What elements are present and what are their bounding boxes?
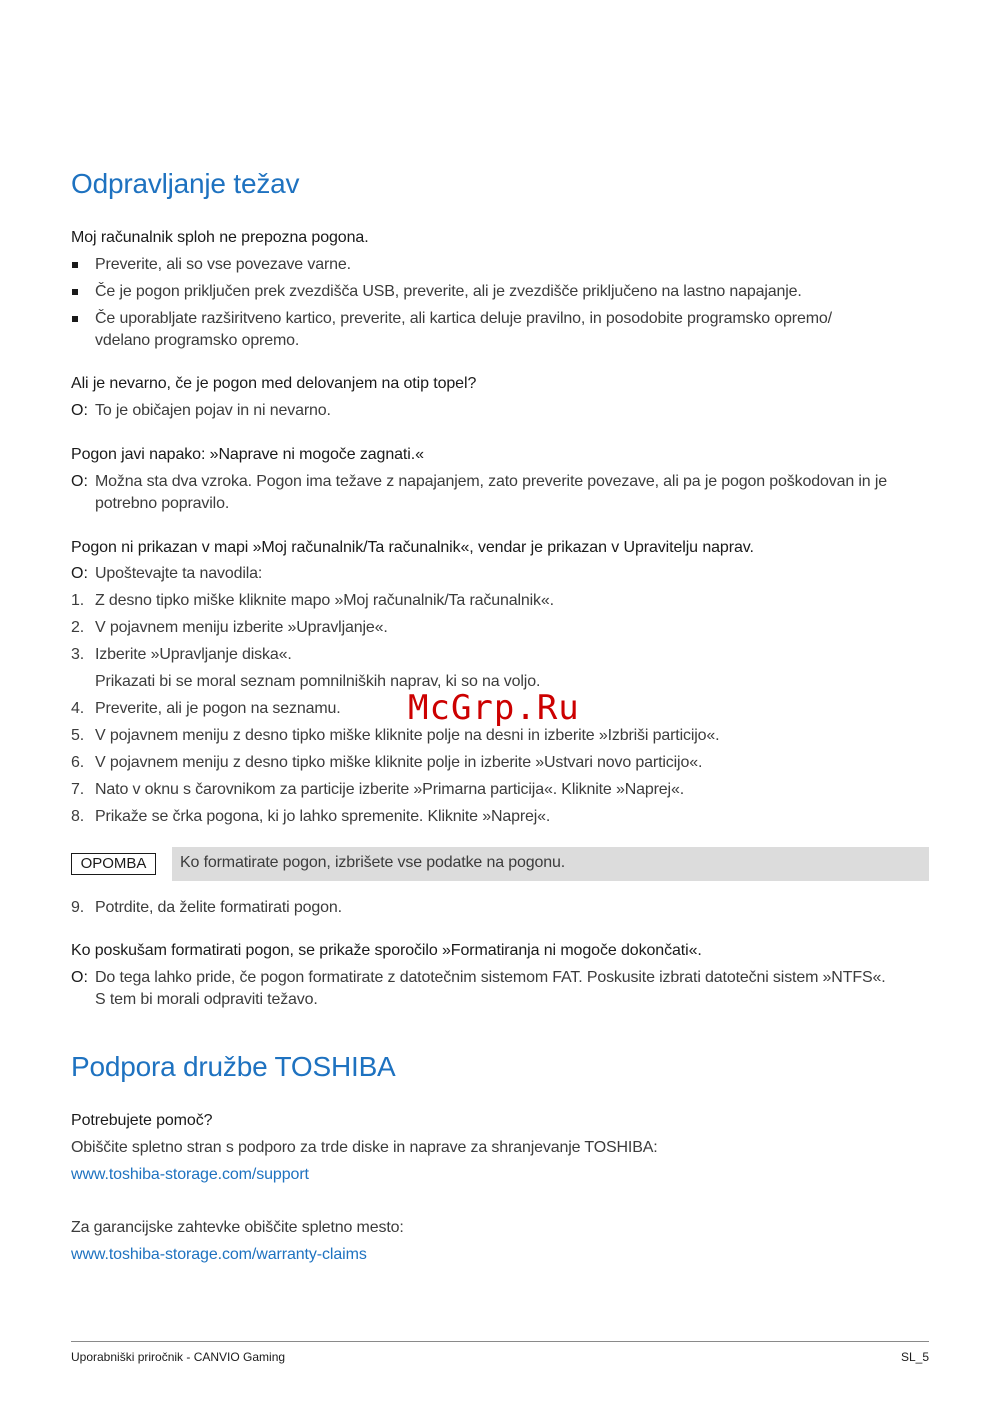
warranty-link[interactable]: www.toshiba-storage.com/warranty-claims (71, 1246, 367, 1263)
step-number: 8. (71, 808, 85, 825)
bullet-icon (72, 289, 78, 295)
step-text: Nato v oknu s čarovnikom za particije izberite »Primarna particija«. Kliknite »Naprej«. (95, 781, 684, 798)
step-text: Z desno tipko miške kliknite mapo »Moj računalnik/Ta računalnik«. (95, 592, 554, 609)
step-text: V pojavnem meniju izberite »Upravljanje«. (95, 619, 388, 636)
step-text: Preverite, ali je pogon na seznamu. (95, 700, 341, 717)
support-subtitle: Potrebujete pomoč? (71, 1112, 213, 1129)
warranty-text: Za garancijske zahtevke obiščite spletno mesto: (71, 1219, 404, 1236)
step-text: Potrdite, da želite formatirati pogon. (95, 899, 342, 916)
answer-marker: O: (71, 565, 88, 582)
step-text: Prikaže se črka pogona, ki jo lahko spremenite. Kliknite »Naprej«. (95, 808, 551, 825)
support-text: Obiščite spletno stran s podporo za trde diske in naprave za shranjevanje TOSHIBA: (71, 1139, 658, 1156)
section-title-support: Podpora družbe TOSHIBA (71, 1051, 396, 1082)
question-3: Pogon javi napako: »Naprave ni mogoče zagnati.« (71, 446, 424, 463)
step-number: 1. (71, 592, 85, 609)
footer-divider (71, 1341, 929, 1342)
answer-5-line2: S tem bi morali odpraviti težavo. (95, 991, 318, 1008)
watermark: McGrp.Ru (408, 688, 580, 728)
step-number: 7. (71, 781, 85, 798)
note-text: Ko formatirate pogon, izbrišete vse podatke na pogonu. (180, 854, 566, 871)
note-label: OPOMBA (71, 853, 156, 875)
answer-3-line2: potrebno popravilo. (95, 495, 230, 512)
step-number: 5. (71, 727, 85, 744)
step-number: 6. (71, 754, 85, 771)
step-number: 3. (71, 646, 85, 663)
section-title-troubleshooting: Odpravljanje težav (71, 168, 300, 199)
step-number: 9. (71, 899, 85, 916)
answer-marker: O: (71, 473, 88, 490)
bullet-item: Če je pogon priključen prek zvezdišča USB, preverite, ali je zvezdišče priključeno na lastno napajanje. (95, 283, 802, 300)
step-number: 2. (71, 619, 85, 636)
answer-4-intro: Upoštevajte ta navodila: (95, 565, 263, 582)
footer-left: Uporabniški priročnik - CANVIO Gaming (71, 1350, 286, 1364)
step-number: 4. (71, 700, 85, 717)
step-text: Izberite »Upravljanje diska«. (95, 646, 292, 663)
footer-page-number: SL_5 (900, 1350, 929, 1364)
question-5: Ko poskušam formatirati pogon, se prikaže sporočilo »Formatiranja ni mogoče dokončati«. (71, 942, 702, 959)
step-text: V pojavnem meniju z desno tipko miške kliknite polje in izberite »Ustvari novo particijo«. (95, 754, 703, 771)
bullet-item: Če uporabljate razširitveno kartico, preverite, ali kartica deluje pravilno, in posodobite programsko opremo/ (95, 310, 832, 327)
bullet-item: Preverite, ali so vse povezave varne. (95, 256, 351, 273)
bullet-icon (72, 262, 78, 268)
answer-marker: O: (71, 402, 88, 419)
answer-5-line1: Do tega lahko pride, če pogon formatirate z datotečnim sistemom FAT. Poskusite izbrati datotečni sistem »NTFS«. (95, 969, 886, 986)
answer-marker: O: (71, 969, 88, 986)
step-text-continuation: Prikazati bi se moral seznam pomnilniških naprav, ki so na voljo. (95, 673, 541, 690)
question-2: Ali je nevarno, če je pogon med delovanjem na otip topel? (71, 375, 477, 392)
question-4: Pogon ni prikazan v mapi »Moj računalnik/Ta računalnik«, vendar je prikazan v Upravitelju naprav. (71, 539, 754, 556)
bullet-icon (72, 316, 78, 322)
bullet-item-continuation: vdelano programsko opremo. (95, 332, 300, 349)
question-1: Moj računalnik sploh ne prepozna pogona. (71, 229, 369, 246)
answer-2: To je običajen pojav in ni nevarno. (95, 402, 331, 419)
answer-3-line1: Možna sta dva vzroka. Pogon ima težave z napajanjem, zato preverite povezave, ali pa je pogon poškodovan in je (95, 473, 887, 490)
step-text: V pojavnem meniju z desno tipko miške kliknite polje na desni in izberite »Izbriši particijo«. (95, 727, 720, 744)
support-link[interactable]: www.toshiba-storage.com/support (71, 1166, 309, 1183)
